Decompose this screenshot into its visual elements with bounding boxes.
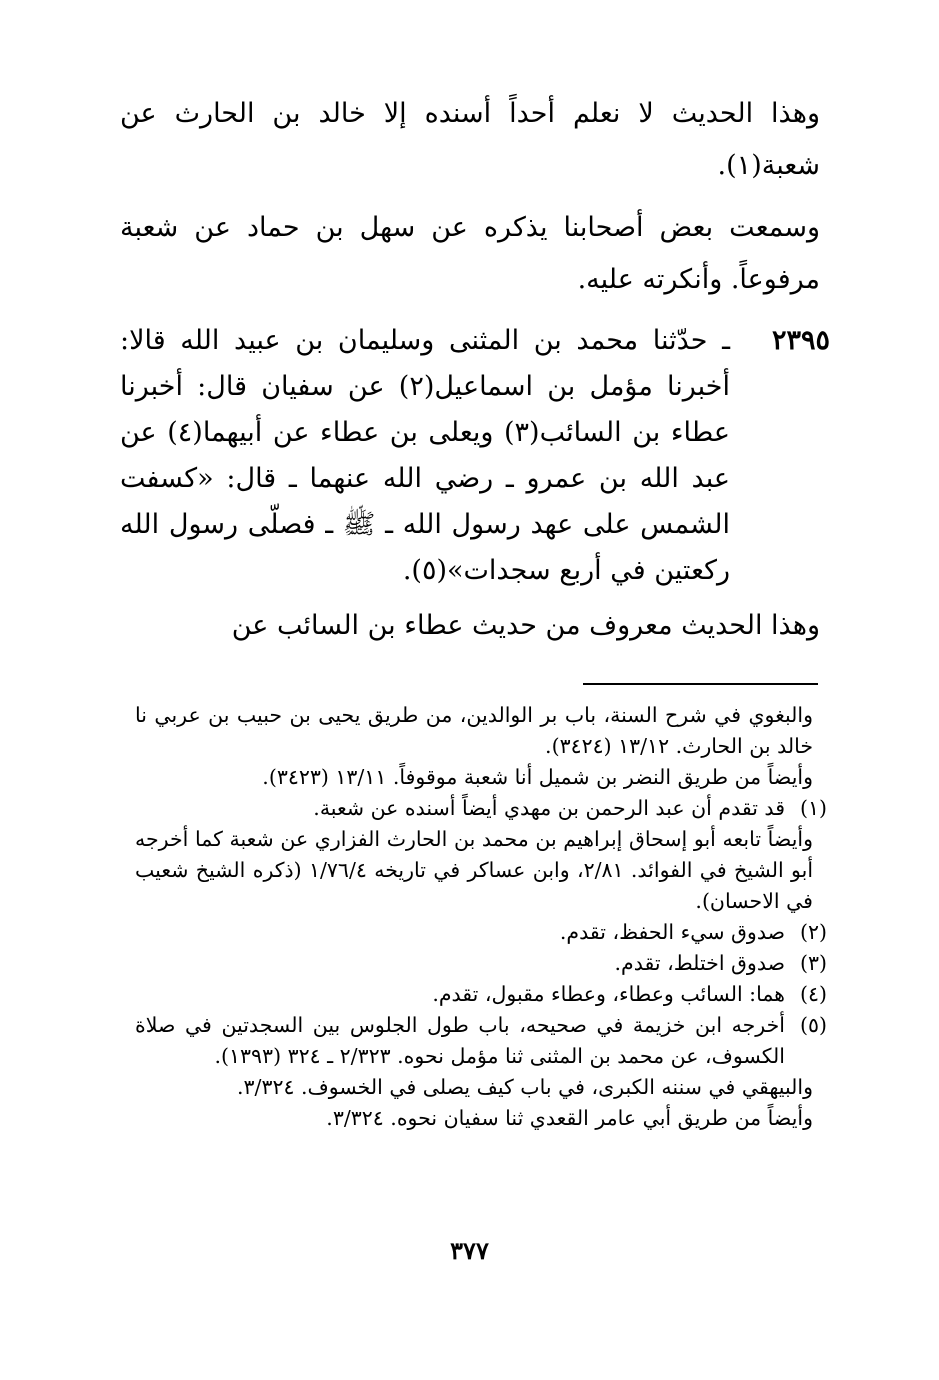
footnote-text: وأيضاً من طريق أبي عامر القعدي ثنا سفيان نحوه. ٣/٣٢٤. [326,1106,813,1130]
footnote-text: وأيضاً من طريق النضر بن شميل أنا شعبة موقوفاً. ١٣/١١ (٣٤٢٣). [262,765,813,789]
footnote-text: والبيهقي في سننه الكبرى، في باب كيف يصلى في الخسوف. ٣/٣٢٤. [237,1075,813,1099]
footnote-text: أخرجه ابن خزيمة في صحيحه، باب طول الجلوس بين السجدتين في صلاة الكسوف، عن محمد بن المثنى ثنا مؤمل نحوه. ٢/٣٢٣ ـ ٣٢٤ (١٣٩٣). [135,1013,785,1068]
hadith-block [120,318,830,594]
footnote-line [135,1103,835,1134]
footnote-line [135,1072,835,1103]
footnote-marker: (٤) [799,982,827,1006]
footnote-line [135,700,835,762]
footnote-text: والبغوي في شرح السنة، باب بر الوالدين، من طريق يحيى بن حبيب بن عربي نا خالد بن الحارث. ١٣/١٢ (٣٤٢٤). [135,703,813,758]
footnote-text: صدوق سيء الحفظ، تقدم. [559,920,785,944]
footnote-1 [135,793,835,824]
paragraph-3: وهذا الحديث معروف من حديث عطاء بن السائب عن [231,610,820,641]
footnote-marker: (٢) [799,920,827,944]
main-text [120,88,830,652]
footnote-line [135,824,835,917]
hadith-text: ـ حدّثنا محمد بن المثنى وسليمان بن عبيد الله قالا: أخبرنا مؤمل بن اسماعيل(٢) عن سفيان قال: أخبرنا عطاء بن السائب(٣) ويعلى بن عطاء عن أبيهما(٤) عن عبد الله بن عمرو ـ رضي الله عنهما ـ قال: «كسفت الشمس على عهد رسول الله ـ ﷺ ـ فصلّى رسول الله ركعتين في أربع سجدات»(٥). [120,325,731,586]
page-number: ٣٧٧ [450,1236,489,1265]
footnote-2 [135,917,835,948]
paragraph-2: وسمعت بعض أصحابنا يذكره عن سهل بن حماد عن شعبة مرفوعاً. وأنكرته عليه. [120,212,820,295]
footnote-marker: (٥) [799,1013,827,1037]
footnote-4 [135,979,835,1010]
footnote-text: وأيضاً تابعه أبو إسحاق إبراهيم بن محمد بن الحارث الفزاري عن شعبة كما أخرجه أبو الشيخ في الفوائد. ٢/٨١، وابن عساكر في تاريخه ١/٧٦/٤ (ذكره الشيخ شعيب في الاحسان). [135,827,814,913]
footnote-text: صدوق اختلط، تقدم. [614,951,785,975]
hadith-number: ٢٣٩٥ [771,325,830,356]
paragraph-1: وهذا الحديث لا نعلم أحداً أسنده إلا خالد بن الحارث عن شعبة(١). [120,98,820,181]
footnotes [135,700,835,1134]
footnote-text: قد تقدم أن عبد الرحمن بن مهدي أيضاً أسنده عن شعبة. [313,796,785,820]
footnote-5 [135,1010,835,1072]
footnote-marker: (١) [799,796,827,820]
footnote-separator [583,683,818,685]
footnote-line [135,762,835,793]
footnote-marker: (٣) [799,951,827,975]
footnote-3 [135,948,835,979]
footnote-text: هما: السائب وعطاء، وعطاء مقبول، تقدم. [432,982,785,1006]
